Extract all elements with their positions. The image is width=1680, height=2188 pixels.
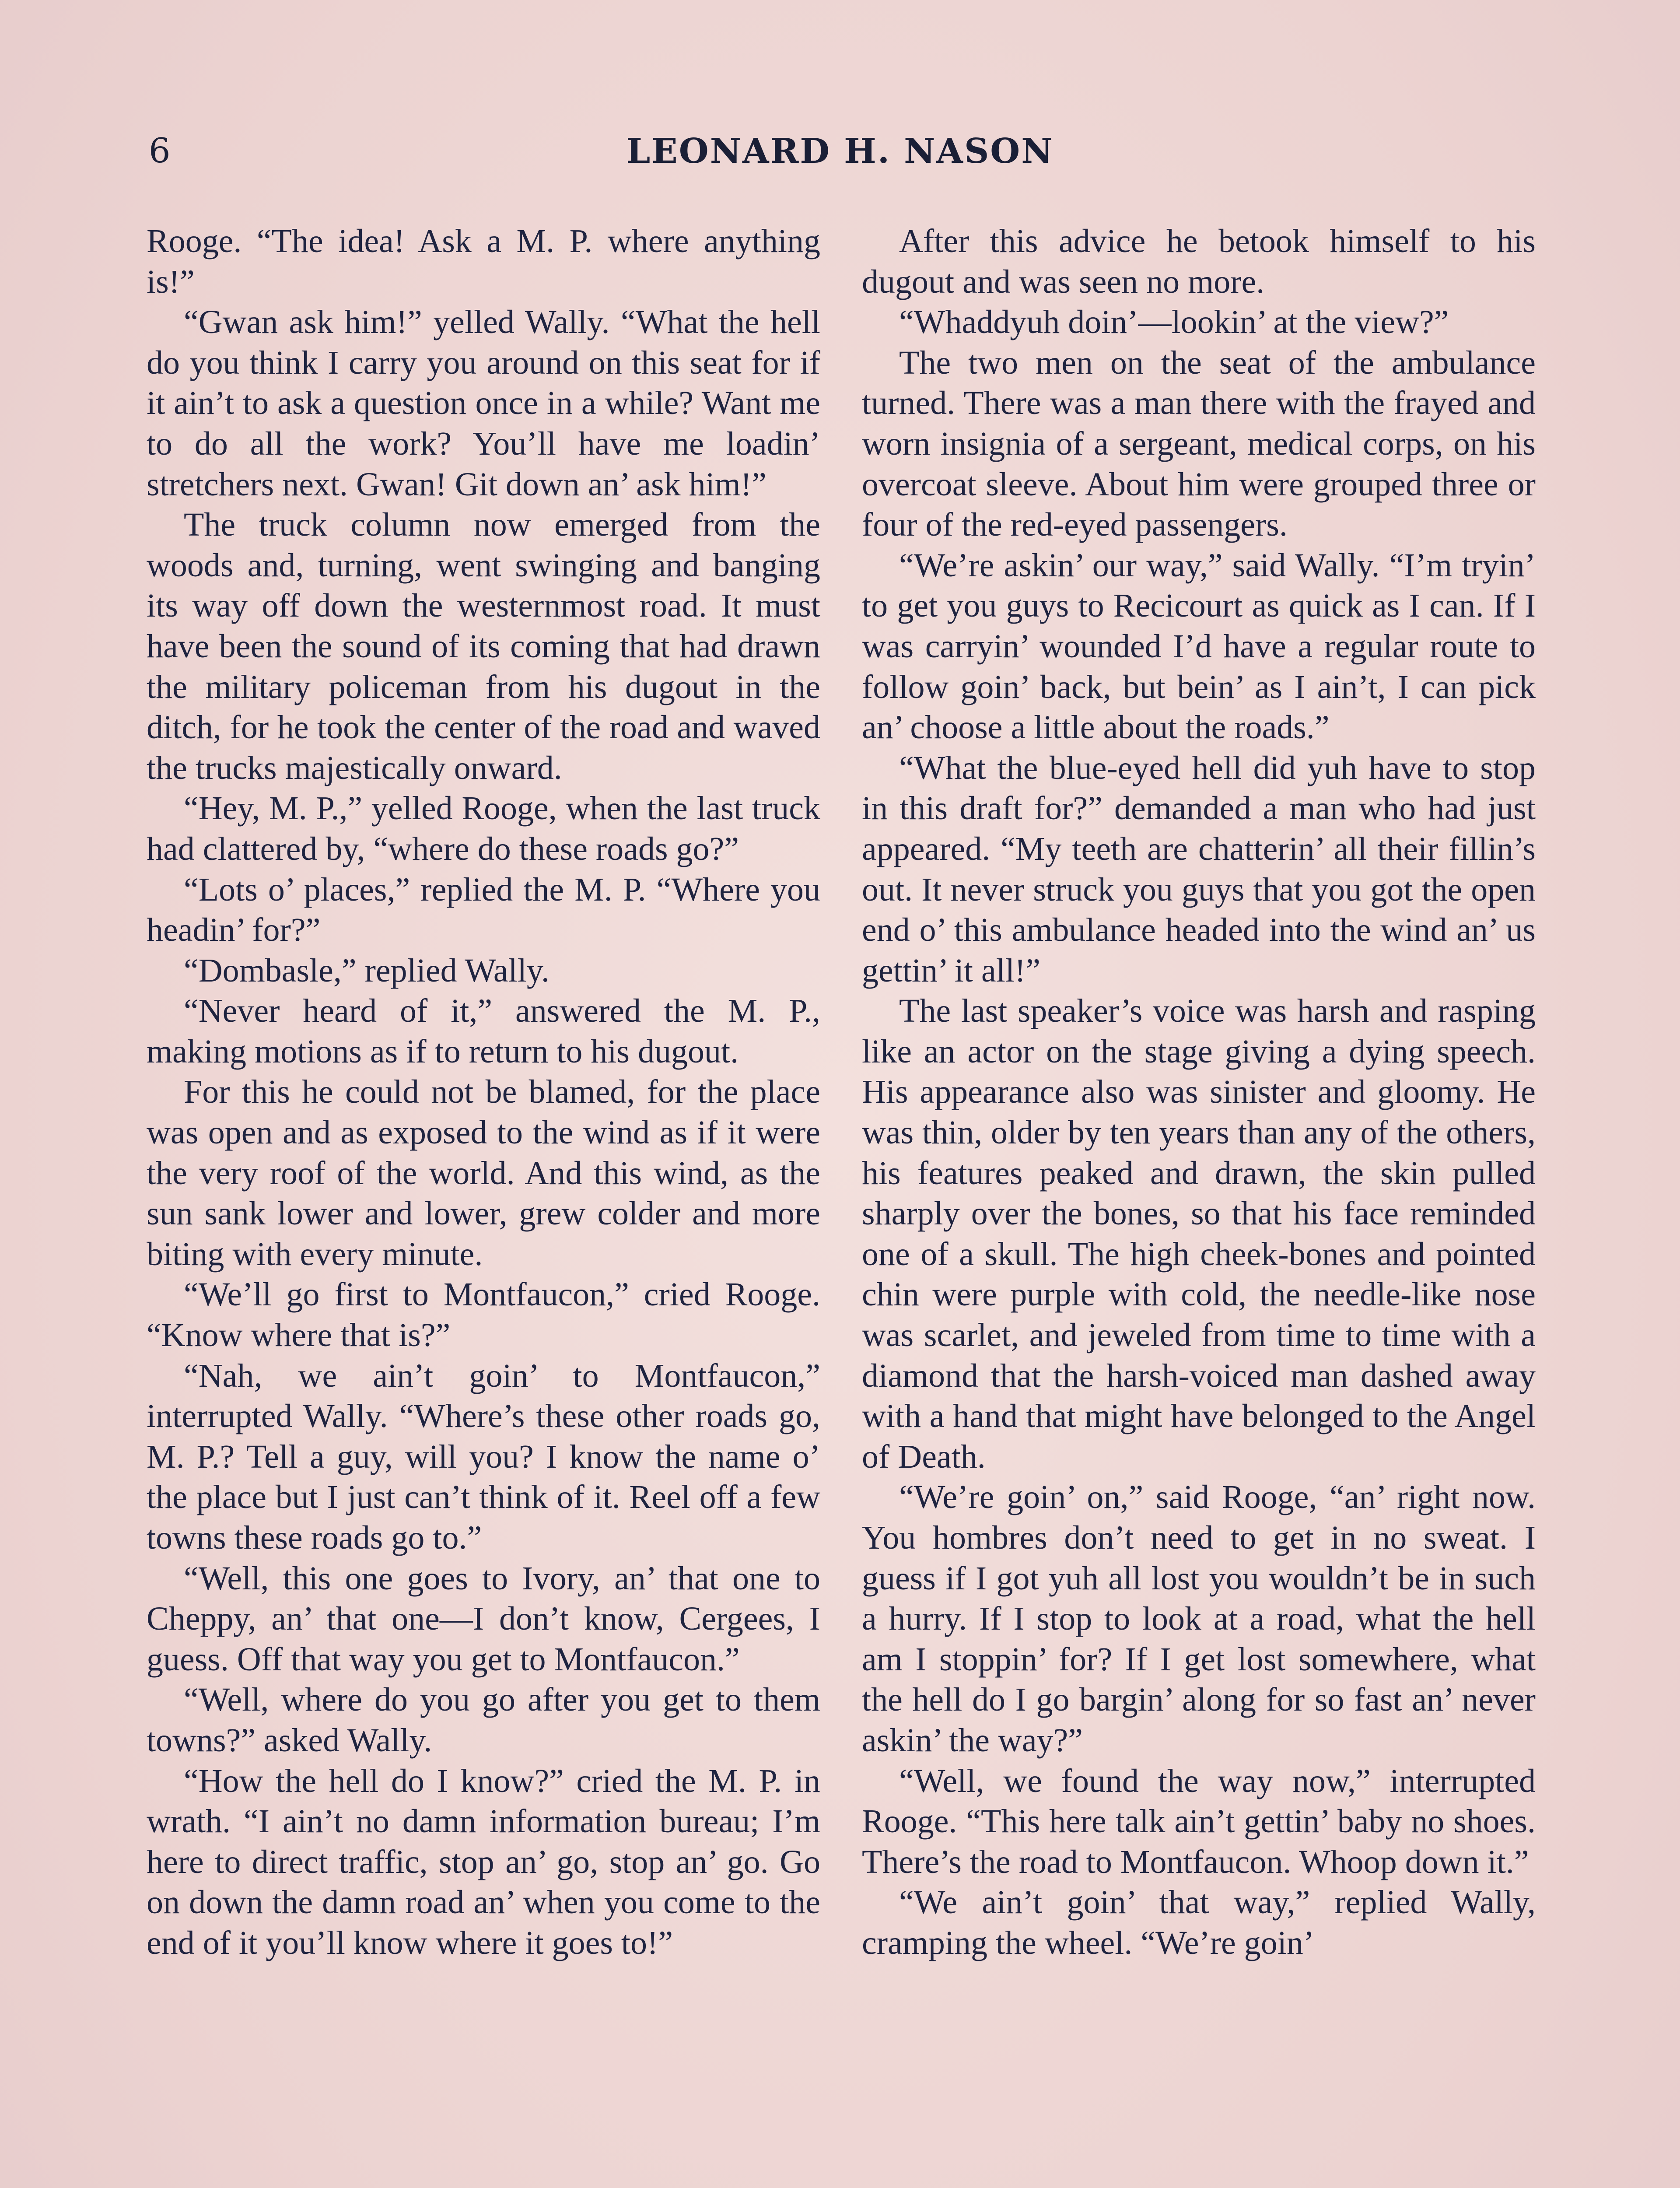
paragraph: “We ain’t goin’ that way,” replied Wally, cramping the wheel. “We’re goin’ (862, 1884, 1536, 1961)
page-header (144, 131, 1536, 179)
running-head: LEONARD H. NASON (626, 131, 1054, 171)
page-number: 6 (149, 131, 172, 171)
paragraph: “Nah, we ain’t goin’ to Montfaucon,” interrupted Wally. “Where’s these other roads go, M. P.? Tell a guy, will you? I know the name o’ the place but I just can’t think of it. Reel off a few towns these roads go to.” (147, 1357, 820, 1556)
paragraph: For this he could not be blamed, for the place was open and as exposed to the wind as if it were the very roof of the world. And this wind, as the sun sank lower and lower, grew colder and more biting with every minute. (147, 1073, 820, 1273)
paragraph: “How the hell do I know?” cried the M. P. in wrath. “I ain’t no damn information bureau; I’m here to direct traffic, stop an’ go, stop an’ go. Go on down the damn road an’ when you come to the end of it you’ll know where it goes to!” (147, 1762, 820, 1961)
paragraph: “What the blue-eyed hell did yuh have to stop in this draft for?” demanded a man who had just appeared. “My teeth are chatterin’ all their fillin’s out. It never struck you guys that you got the open end o’ this ambulance headed into the wind an’ us gettin’ it all!” (862, 749, 1536, 989)
right-column (862, 221, 1536, 1964)
paragraph: “Well, we found the way now,” interrupted Rooge. “This here talk ain’t gettin’ baby no shoes. There’s the road to Montfaucon. Whoop down it.” (862, 1762, 1536, 1880)
paragraph: “Never heard of it,” answered the M. P., making motions as if to return to his dugout. (147, 992, 820, 1070)
paragraph: “We’re goin’ on,” said Rooge, “an’ right now. You hombres don’t need to get in no sweat. I guess if I got yuh all lost you wouldn’t be in such a hurry. If I stop to look at a road, what the hell am I stoppin’ for? If I get lost somewhere, what the hell do I go bargin’ along for so fast an’ never askin’ the way?” (862, 1479, 1536, 1759)
paragraph: After this advice he betook himself to his dugout and was seen no more. (862, 223, 1536, 300)
paragraph: “Whaddyuh doin’—lookin’ at the view?” (899, 304, 1449, 341)
paragraph: “We’ll go first to Montfaucon,” cried Rooge. “Know where that is?” (147, 1276, 820, 1354)
left-column (147, 221, 820, 1964)
paragraph: The two men on the seat of the ambulance turned. There was a man there with the frayed and worn insignia of a sergeant, medical corps, on his overcoat sleeve. About him were grouped three or four of the red-eyed passengers. (862, 344, 1536, 543)
paragraph: The last speaker’s voice was harsh and rasping like an actor on the stage giving a dying speech. His appearance also was sinister and gloomy. He was thin, older by ten years than any of the others, his features peaked and drawn, the skin pulled sharply over the bones, so that his face reminded one of a skull. The high cheek-bones and pointed chin were purple with cold, the needle-like nose was scarlet, and jeweled from time to time with a diamond that the harsh-voiced man dashed away with a hand that might have belonged to the Angel of Death. (862, 992, 1536, 1475)
paragraph: “Lots o’ places,” replied the M. P. “Where you headin’ for?” (147, 871, 820, 949)
paragraph: “We’re askin’ our way,” said Wally. “I’m tryin’ to get you guys to Recicourt as quick as I can. If I was carryin’ wounded I’d have a regular route to follow goin’ back, but bein’ as I ain’t, I can pick an’ choose a little about the roads.” (862, 547, 1536, 746)
paragraph: “Well, where do you go after you get to them towns?” asked Wally. (147, 1681, 820, 1759)
paragraph: Rooge. “The idea! Ask a M. P. where anything is!” (147, 223, 820, 300)
paragraph: “Hey, M. P.,” yelled Rooge, when the last truck had clattered by, “where do these roads go?” (147, 790, 820, 867)
paragraph: “Dombasle,” replied Wally. (184, 952, 550, 989)
paragraph: “Well, this one goes to Ivory, an’ that one to Cheppy, an’ that one—I don’t know, Cergees, I guess. Off that way you get to Montfaucon.” (147, 1560, 820, 1678)
paragraph: The truck column now emerged from the woods and, turning, went swinging and banging its way off down the westernmost road. It must have been the sound of its coming that had drawn the military policeman from his dugout in the ditch, for he took the center of the road and waved the trucks majestically onward. (147, 506, 820, 786)
paragraph: “Gwan ask him!” yelled Wally. “What the hell do you think I carry you around on this seat for if it ain’t to ask a question once in a while? Want me to do all the work? You’ll have me loadin’ stretchers next. Gwan! Git down an’ ask him!” (147, 304, 820, 503)
